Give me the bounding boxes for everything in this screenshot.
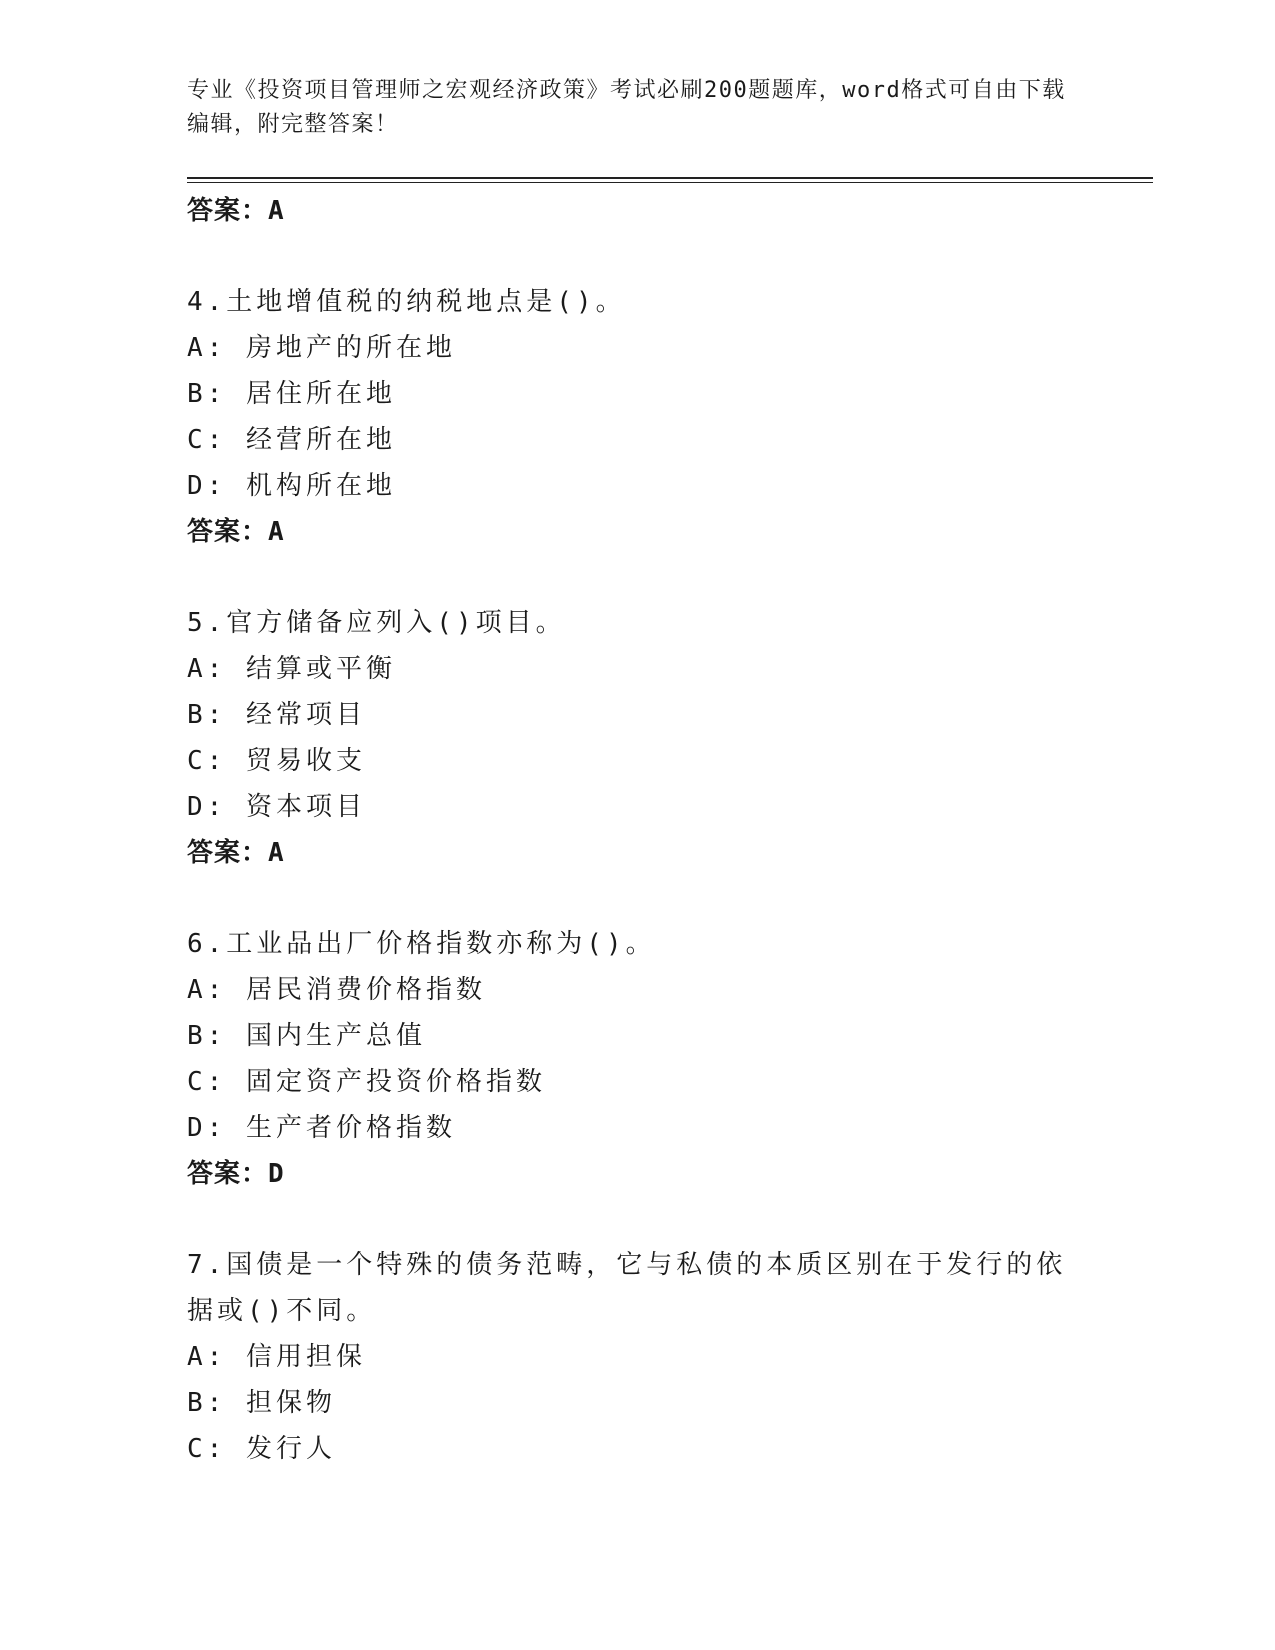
option-b: B: 国内生产总值 bbox=[187, 1021, 426, 1051]
answer-line: 答案：D bbox=[187, 1159, 285, 1189]
option-d: D: 生产者价格指数 bbox=[187, 1113, 456, 1143]
option-b: B: 居住所在地 bbox=[187, 379, 396, 409]
option-c: C: 贸易收支 bbox=[187, 746, 366, 776]
question-6 bbox=[187, 921, 1087, 1197]
question-stem: 6.工业品出厂价格指数亦称为()。 bbox=[187, 929, 656, 959]
header-divider-thin bbox=[187, 182, 1153, 183]
option-c: C: 固定资产投资价格指数 bbox=[187, 1067, 546, 1097]
option-a: A: 房地产的所在地 bbox=[187, 333, 456, 363]
header-divider-thick bbox=[187, 177, 1153, 179]
option-b: B: 经常项目 bbox=[187, 700, 366, 730]
question-stem: 5.官方储备应列入()项目。 bbox=[187, 608, 566, 638]
option-c: C: 经营所在地 bbox=[187, 425, 396, 455]
question-5 bbox=[187, 600, 1087, 876]
option-a: A: 信用担保 bbox=[187, 1342, 366, 1372]
answer-line: 答案：A bbox=[187, 517, 285, 547]
question-stem: 7.国债是一个特殊的债务范畴，它与私债的本质区别在于发行的依据或()不同。 bbox=[187, 1250, 1067, 1326]
option-a: A: 居民消费价格指数 bbox=[187, 975, 486, 1005]
option-d: D: 机构所在地 bbox=[187, 471, 396, 501]
document-intro: 专业《投资项目管理师之宏观经济政策》考试必刷200题题库，word格式可自由下载编辑，附完整答案！ bbox=[187, 78, 1066, 137]
answer-line: 答案：A bbox=[187, 838, 285, 868]
question-list bbox=[187, 188, 1087, 1472]
option-b: B: 担保物 bbox=[187, 1388, 336, 1418]
question-4 bbox=[187, 279, 1087, 555]
option-a: A: 结算或平衡 bbox=[187, 654, 396, 684]
question-stem: 4.土地增值税的纳税地点是()。 bbox=[187, 287, 626, 317]
option-c: C: 发行人 bbox=[187, 1434, 336, 1464]
option-d: D: 资本项目 bbox=[187, 792, 366, 822]
question-7 bbox=[187, 1242, 1087, 1472]
answer-line-q3: 答案：A bbox=[187, 196, 285, 226]
